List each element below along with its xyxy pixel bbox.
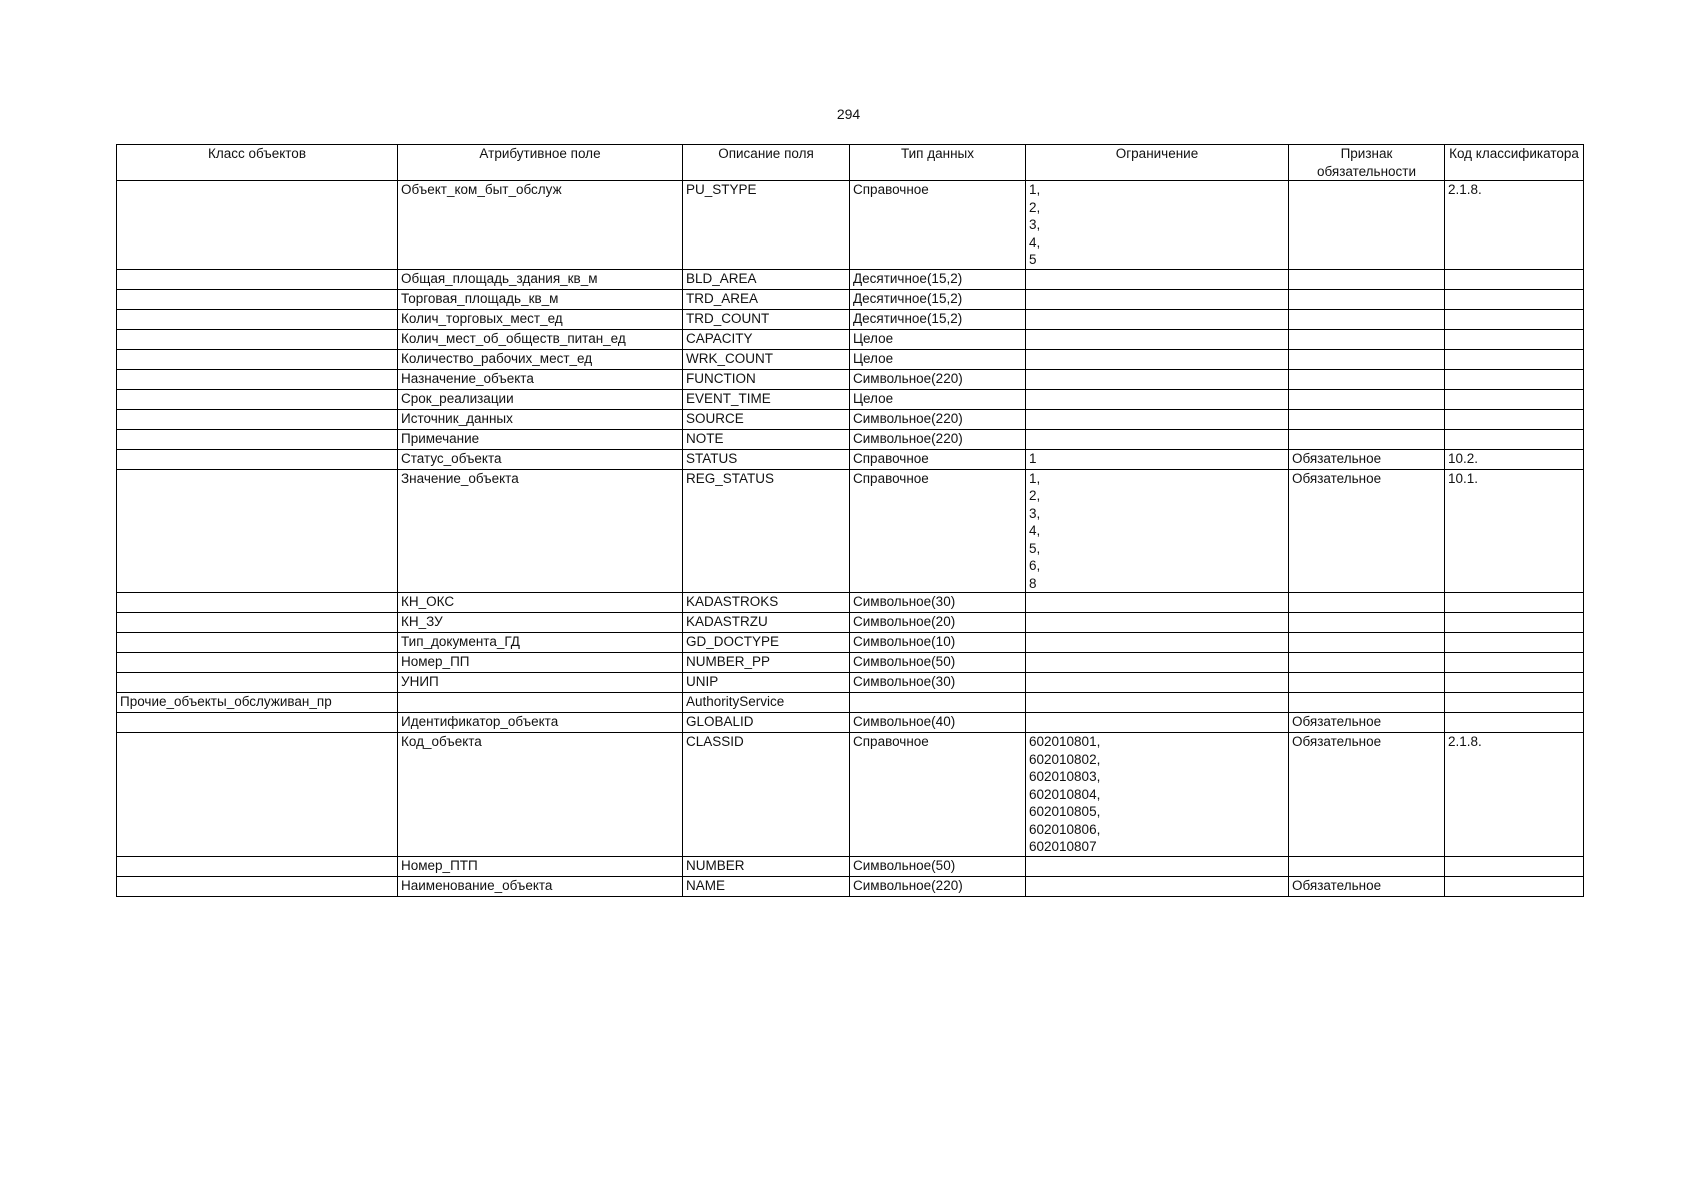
classifier-code-cell	[1445, 653, 1584, 673]
object-class-cell	[117, 289, 398, 309]
constraint-cell: 1	[1026, 449, 1289, 469]
attribute-field-cell: Номер_ПТП	[398, 856, 683, 876]
classifier-code-cell: 2.1.8.	[1445, 181, 1584, 270]
data-type-cell: Справочное	[850, 469, 1026, 593]
column-header-required-flag: Признак обязательности	[1289, 145, 1445, 181]
classifier-code-cell: 2.1.8.	[1445, 733, 1584, 857]
required-flag-cell	[1289, 429, 1445, 449]
data-type-cell: Десятичное(15,2)	[850, 309, 1026, 329]
constraint-cell	[1026, 429, 1289, 449]
table-row	[117, 429, 1584, 449]
field-description-cell: REG_STATUS	[683, 469, 850, 593]
object-class-cell	[117, 733, 398, 857]
field-description-cell: KADASTRZU	[683, 613, 850, 633]
data-type-cell: Справочное	[850, 181, 1026, 270]
required-flag-cell: Обязательное	[1289, 733, 1445, 857]
data-type-cell: Символьное(220)	[850, 429, 1026, 449]
attribute-field-cell: Объект_ком_быт_обслуж	[398, 181, 683, 270]
classifier-code-cell	[1445, 613, 1584, 633]
constraint-cell	[1026, 389, 1289, 409]
table-row	[117, 269, 1584, 289]
table-row	[117, 713, 1584, 733]
field-description-cell: TRD_COUNT	[683, 309, 850, 329]
table-row	[117, 593, 1584, 613]
constraint-cell	[1026, 349, 1289, 369]
object-class-cell	[117, 349, 398, 369]
attribute-field-cell: Источник_данных	[398, 409, 683, 429]
required-flag-cell	[1289, 289, 1445, 309]
field-description-cell: EVENT_TIME	[683, 389, 850, 409]
required-flag-cell: Обязательное	[1289, 469, 1445, 593]
constraint-cell: 1, 2, 3, 4, 5	[1026, 181, 1289, 270]
attribute-field-cell: Примечание	[398, 429, 683, 449]
constraint-cell	[1026, 856, 1289, 876]
constraint-cell	[1026, 633, 1289, 653]
data-type-cell	[850, 693, 1026, 713]
object-class-cell	[117, 369, 398, 389]
field-description-cell: CAPACITY	[683, 329, 850, 349]
classifier-code-cell	[1445, 269, 1584, 289]
required-flag-cell	[1289, 409, 1445, 429]
classifier-code-cell	[1445, 369, 1584, 389]
classifier-code-cell: 10.2.	[1445, 449, 1584, 469]
data-type-cell: Символьное(20)	[850, 613, 1026, 633]
required-flag-cell	[1289, 593, 1445, 613]
constraint-cell	[1026, 693, 1289, 713]
classifier-code-cell	[1445, 389, 1584, 409]
attribute-field-cell: КН_ЗУ	[398, 613, 683, 633]
object-class-cell	[117, 329, 398, 349]
object-class-cell	[117, 613, 398, 633]
table-row	[117, 876, 1584, 896]
classifier-code-cell	[1445, 593, 1584, 613]
data-type-cell: Справочное	[850, 449, 1026, 469]
object-class-cell	[117, 653, 398, 673]
table-row	[117, 309, 1584, 329]
column-header-field-description: Описание поля	[683, 145, 850, 181]
field-description-cell: NUMBER_PP	[683, 653, 850, 673]
object-class-cell	[117, 876, 398, 896]
field-description-cell: FUNCTION	[683, 369, 850, 389]
table-row	[117, 289, 1584, 309]
constraint-cell	[1026, 329, 1289, 349]
object-class-cell	[117, 309, 398, 329]
table-row	[117, 349, 1584, 369]
field-description-cell: BLD_AREA	[683, 269, 850, 289]
table-row	[117, 613, 1584, 633]
classifier-code-cell	[1445, 876, 1584, 896]
constraint-cell: 602010801, 602010802, 602010803, 602010804, 602010805, 602010806, 602010807	[1026, 733, 1289, 857]
object-class-cell: Прочие_объекты_обслуживан_пр	[117, 693, 398, 713]
attribute-field-cell: Колич_торговых_мест_ед	[398, 309, 683, 329]
constraint-cell	[1026, 309, 1289, 329]
object-class-cell	[117, 429, 398, 449]
required-flag-cell	[1289, 673, 1445, 693]
classifier-code-cell	[1445, 633, 1584, 653]
field-description-cell: GD_DOCTYPE	[683, 633, 850, 653]
object-class-cell	[117, 181, 398, 270]
header-row	[117, 145, 1584, 181]
required-flag-cell	[1289, 613, 1445, 633]
required-flag-cell	[1289, 349, 1445, 369]
attribute-field-cell: КН_ОКС	[398, 593, 683, 613]
attribute-table	[116, 144, 1584, 897]
field-description-cell: NAME	[683, 876, 850, 896]
table-row	[117, 733, 1584, 857]
object-class-cell	[117, 269, 398, 289]
column-header-object-class: Класс объектов	[117, 145, 398, 181]
required-flag-cell: Обязательное	[1289, 449, 1445, 469]
field-description-cell: AuthorityService	[683, 693, 850, 713]
attribute-field-cell: Значение_объекта	[398, 469, 683, 593]
field-description-cell: GLOBALID	[683, 713, 850, 733]
object-class-cell	[117, 409, 398, 429]
data-type-cell: Десятичное(15,2)	[850, 289, 1026, 309]
object-class-cell	[117, 593, 398, 613]
classifier-code-cell	[1445, 856, 1584, 876]
constraint-cell	[1026, 409, 1289, 429]
classifier-code-cell	[1445, 429, 1584, 449]
classifier-code-cell	[1445, 673, 1584, 693]
field-description-cell: SOURCE	[683, 409, 850, 429]
constraint-cell	[1026, 673, 1289, 693]
constraint-cell	[1026, 876, 1289, 896]
field-description-cell: KADASTROKS	[683, 593, 850, 613]
table-row	[117, 673, 1584, 693]
table-row	[117, 369, 1584, 389]
field-description-cell: STATUS	[683, 449, 850, 469]
attribute-field-cell: Назначение_объекта	[398, 369, 683, 389]
classifier-code-cell	[1445, 713, 1584, 733]
object-class-cell	[117, 633, 398, 653]
object-class-cell	[117, 713, 398, 733]
classifier-code-cell	[1445, 309, 1584, 329]
classifier-code-cell: 10.1.	[1445, 469, 1584, 593]
constraint-cell	[1026, 613, 1289, 633]
required-flag-cell	[1289, 856, 1445, 876]
data-type-cell: Символьное(50)	[850, 856, 1026, 876]
required-flag-cell	[1289, 369, 1445, 389]
data-type-cell: Символьное(220)	[850, 409, 1026, 429]
required-flag-cell	[1289, 329, 1445, 349]
field-description-cell: UNIP	[683, 673, 850, 693]
field-description-cell: WRK_COUNT	[683, 349, 850, 369]
attribute-field-cell: Срок_реализации	[398, 389, 683, 409]
data-type-cell: Десятичное(15,2)	[850, 269, 1026, 289]
field-description-cell: NOTE	[683, 429, 850, 449]
table-row	[117, 633, 1584, 653]
attribute-field-cell: Торговая_площадь_кв_м	[398, 289, 683, 309]
object-class-cell	[117, 389, 398, 409]
object-class-cell	[117, 856, 398, 876]
attribute-field-cell: Наименование_объекта	[398, 876, 683, 896]
data-type-cell: Целое	[850, 329, 1026, 349]
table-row	[117, 653, 1584, 673]
classifier-code-cell	[1445, 349, 1584, 369]
constraint-cell: 1, 2, 3, 4, 5, 6, 8	[1026, 469, 1289, 593]
classifier-code-cell	[1445, 289, 1584, 309]
data-type-cell: Символьное(30)	[850, 593, 1026, 613]
required-flag-cell	[1289, 389, 1445, 409]
object-class-cell	[117, 469, 398, 593]
field-description-cell: PU_STYPE	[683, 181, 850, 270]
table-row	[117, 329, 1584, 349]
page-number: 294	[836, 106, 861, 122]
object-class-cell	[117, 449, 398, 469]
classifier-code-cell	[1445, 409, 1584, 429]
data-type-cell: Справочное	[850, 733, 1026, 857]
attribute-field-cell: Тип_документа_ГД	[398, 633, 683, 653]
table-row	[117, 409, 1584, 429]
constraint-cell	[1026, 713, 1289, 733]
column-header-constraint: Ограничение	[1026, 145, 1289, 181]
required-flag-cell	[1289, 181, 1445, 270]
attribute-field-cell: Количество_рабочих_мест_ед	[398, 349, 683, 369]
attribute-field-cell: Общая_площадь_здания_кв_м	[398, 269, 683, 289]
classifier-code-cell	[1445, 693, 1584, 713]
data-type-cell: Символьное(50)	[850, 653, 1026, 673]
column-header-classifier-code: Код классификатора	[1445, 145, 1584, 181]
constraint-cell	[1026, 593, 1289, 613]
attribute-field-cell: Код_объекта	[398, 733, 683, 857]
data-type-cell: Символьное(30)	[850, 673, 1026, 693]
attribute-field-cell: Номер_ПП	[398, 653, 683, 673]
column-header-data-type: Тип данных	[850, 145, 1026, 181]
required-flag-cell	[1289, 269, 1445, 289]
table-row	[117, 469, 1584, 593]
table-row	[117, 856, 1584, 876]
required-flag-cell	[1289, 309, 1445, 329]
constraint-cell	[1026, 369, 1289, 389]
data-type-cell: Символьное(40)	[850, 713, 1026, 733]
column-header-attribute-field: Атрибутивное поле	[398, 145, 683, 181]
data-type-cell: Символьное(220)	[850, 876, 1026, 896]
data-type-cell: Символьное(220)	[850, 369, 1026, 389]
required-flag-cell	[1289, 653, 1445, 673]
field-description-cell: TRD_AREA	[683, 289, 850, 309]
table-row	[117, 449, 1584, 469]
data-type-cell: Целое	[850, 349, 1026, 369]
table-row	[117, 181, 1584, 270]
constraint-cell	[1026, 653, 1289, 673]
attribute-field-cell: Колич_мест_об_обществ_питан_ед	[398, 329, 683, 349]
attribute-field-cell	[398, 693, 683, 713]
table-row	[117, 693, 1584, 713]
required-flag-cell	[1289, 633, 1445, 653]
constraint-cell	[1026, 289, 1289, 309]
field-description-cell: CLASSID	[683, 733, 850, 857]
table-header	[117, 145, 1584, 181]
constraint-cell	[1026, 269, 1289, 289]
required-flag-cell: Обязательное	[1289, 876, 1445, 896]
object-class-cell	[117, 673, 398, 693]
required-flag-cell	[1289, 693, 1445, 713]
table-body	[117, 181, 1584, 897]
attribute-field-cell: УНИП	[398, 673, 683, 693]
attribute-field-cell: Статус_объекта	[398, 449, 683, 469]
data-type-cell: Символьное(10)	[850, 633, 1026, 653]
table-row	[117, 389, 1584, 409]
field-description-cell: NUMBER	[683, 856, 850, 876]
required-flag-cell: Обязательное	[1289, 713, 1445, 733]
classifier-code-cell	[1445, 329, 1584, 349]
data-type-cell: Целое	[850, 389, 1026, 409]
attribute-field-cell: Идентификатор_объекта	[398, 713, 683, 733]
